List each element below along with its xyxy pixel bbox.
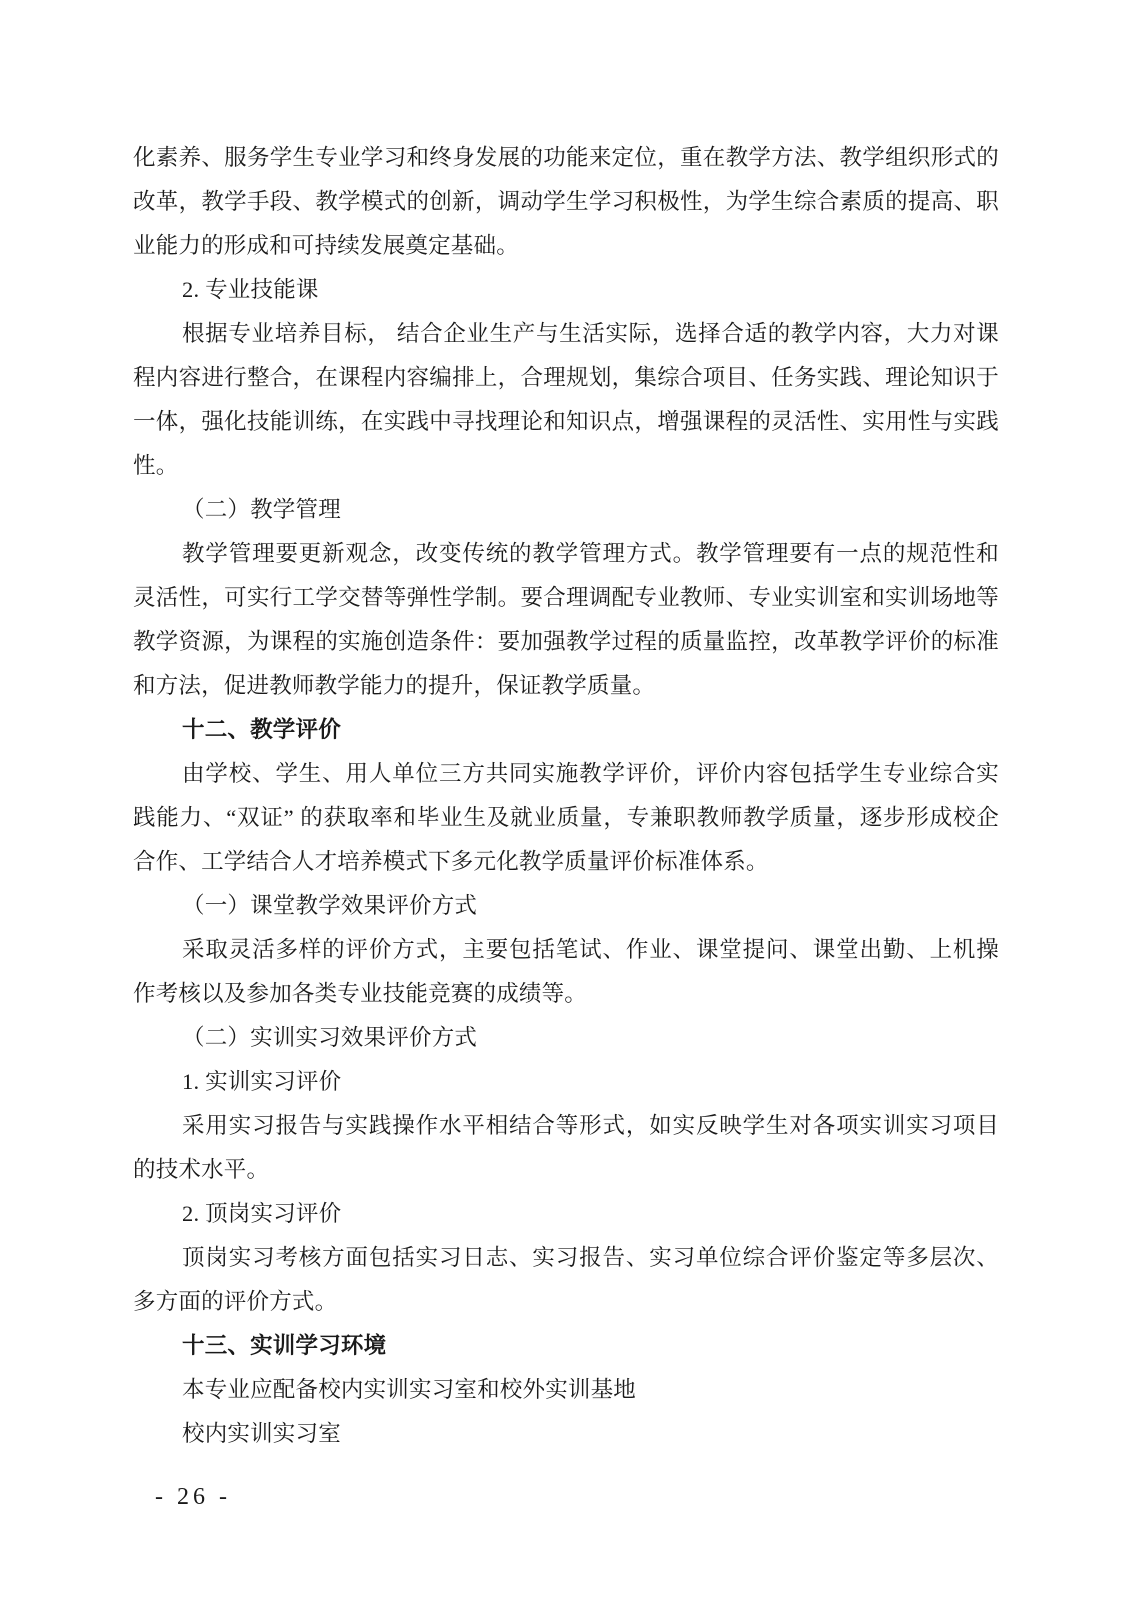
paragraph-body: 顶岗实习考核方面包括实习日志、实习报告、实习单位综合评价鉴定等多层次、多方面的评价方式。 [133,1245,999,1314]
page-number: - 26 - [155,1484,231,1510]
paragraph-item: 2. 顶岗实习评价 [182,1201,342,1226]
paragraph-item: （二）实训实习效果评价方式 [182,1025,478,1050]
paragraph-body: 根据专业培养目标， 结合企业生产与生活实际，选择合适的教学内容，大力对课程内容进行整合，在课程内容编排上，合理规划，集综合项目、任务实践、理论知识于一体，强化技能训练，在实践中寻找理论和知识点，增强课程的灵活性、实用性与实践性。 [133,321,999,478]
paragraph-heading: 十二、教学评价 [182,717,341,742]
paragraph-item: （二）教学管理 [182,497,341,522]
paragraph-item: 1. 实训实习评价 [182,1069,342,1094]
document-body [133,136,999,1456]
paragraph-item: 本专业应配备校内实训实习室和校外实训基地 [182,1377,637,1402]
paragraph-heading: 十三、实训学习环境 [182,1333,387,1358]
paragraph-body: 由学校、学生、用人单位三方共同实施教学评价，评价内容包括学生专业综合实践能力、“双证” 的获取率和毕业生及就业质量，专兼职教师教学质量，逐步形成校企合作、工学结合人才培养模式下多元化教学质量评价标准体系。 [133,761,999,874]
paragraph-body: 采用实习报告与实践操作水平相结合等形式，如实反映学生对各项实训实习项目的技术水平。 [133,1113,999,1182]
paragraph-item: 校内实训实习室 [182,1421,341,1446]
paragraph-continuation: 化素养、服务学生专业学习和终身发展的功能来定位，重在教学方法、教学组织形式的改革，教学手段、教学模式的创新，调动学生学习积极性，为学生综合素质的提高、职业能力的形成和可持续发展奠定基础。 [133,145,999,258]
paragraph-item: （一）课堂教学效果评价方式 [182,893,478,918]
paragraph-item: 2. 专业技能课 [182,277,319,302]
paragraph-body: 采取灵活多样的评价方式，主要包括笔试、作业、课堂提问、课堂出勤、上机操作考核以及参加各类专业技能竞赛的成绩等。 [133,937,999,1006]
paragraph-body: 教学管理要更新观念，改变传统的教学管理方式。教学管理要有一点的规范性和灵活性，可实行工学交替等弹性学制。要合理调配专业教师、专业实训室和实训场地等教学资源，为课程的实施创造条件：要加强教学过程的质量监控，改革教学评价的标准和方法，促进教师教学能力的提升，保证教学质量。 [133,541,999,698]
